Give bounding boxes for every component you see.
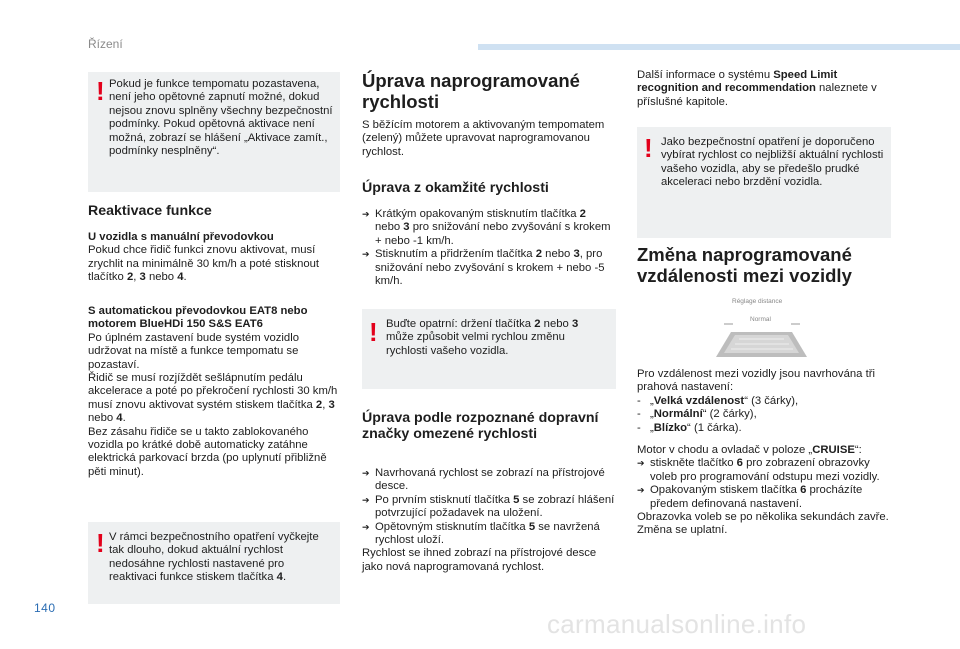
adjust-speed-intro: S běžícím motorem a aktivovaným tempomatem (zelený) můžete upravovat naprogramovanou rychlost. bbox=[362, 119, 605, 158]
manual-heading: U vozidla s manuální převodovkou bbox=[88, 231, 274, 243]
arrow-bullet-icon: ➔ bbox=[362, 249, 370, 260]
automatic-gearbox-section bbox=[88, 305, 340, 479]
warning-text: Buďte opatrní: držení tlačítka 2 nebo 3 může způsobit velmi rychlou změnu rychlosti vašeho vozidla. bbox=[386, 318, 579, 357]
warning-box-suspended bbox=[88, 72, 340, 192]
exclamation-mark-icon: ! bbox=[369, 317, 378, 347]
cruise-instructions bbox=[637, 444, 893, 538]
change-applied-note: Změna se uplatní. bbox=[637, 524, 728, 537]
auto-text-stop: Po úplném zastavení bude systém vozidlo udržovat na místě a funkce tempomatu se pozastaví. bbox=[88, 331, 299, 371]
arrow-bullet-icon: ➔ bbox=[362, 521, 370, 532]
list-item: ➔ Opětovným stisknutím tlačítka 5 se navržená rychlost uloží. bbox=[362, 520, 600, 547]
list-item: - „Velká vzdálenost“ (3 čárky), bbox=[637, 394, 799, 407]
traffic-sign-list bbox=[362, 467, 616, 574]
warning-box-reactivation bbox=[88, 522, 340, 604]
adjust-speed-title: Úprava naprogramované rychlosti bbox=[362, 70, 580, 112]
list-item: ➔ Po prvním stisknutí tlačítka 5 se zobrazí hlášení potvrzující požadavek na uložení. bbox=[362, 493, 615, 520]
instant-speed-list bbox=[362, 208, 612, 288]
screen-close-note: Obrazovka voleb se po několika sekundách zavře. bbox=[637, 511, 889, 524]
arrow-bullet-icon: ➔ bbox=[362, 468, 370, 478]
page-number: 140 bbox=[34, 601, 56, 615]
traffic-sign-end: Rychlost se ihned zobrazí na přístrojové desce jako nová naprogramovaná rychlost. bbox=[362, 547, 597, 573]
motor-condition: Motor v chodu a ovladač v poloze „CRUISE“: bbox=[637, 444, 862, 456]
section-title: Řízení bbox=[88, 37, 123, 51]
list-item: - „Normální“ (2 čárky), bbox=[637, 408, 757, 421]
display-label-setting: Réglage distance bbox=[732, 298, 783, 305]
list-item: - „Blízko“ (1 čárka). bbox=[637, 421, 742, 434]
list-item: ➔ Stisknutím a přidržením tlačítka 2 nebo 3, pro snižování nebo zvyšování s krokem + nebo -5 km/h. bbox=[362, 248, 605, 288]
distance-options bbox=[637, 368, 893, 435]
auto-heading: S automatickou převodovkou EAT8 nebo motorem BlueHDi 150 S&S EAT6 bbox=[88, 305, 308, 331]
exclamation-mark-icon: ! bbox=[96, 528, 105, 558]
auto-text-parking-brake: Bez zásahu řidiče se u takto zablokovaného vozidla po krátké době automaticky zatáhne elektrická parkovací brzda (po uplynutí přibližně pěti minut). bbox=[88, 425, 327, 478]
auto-text-restart: Řidič se musí rozjíždět sešlápnutím pedálu akcelerace a poté po překročení rychlosti 30 km/h musí znovu aktivovat systém stiskem tlačítka 2, 3 nebo 4. bbox=[88, 372, 338, 425]
arrow-bullet-icon: ➔ bbox=[637, 458, 645, 469]
watermark: carmanualsonline.info bbox=[547, 609, 807, 639]
arrow-bullet-icon: ➔ bbox=[637, 485, 645, 496]
distance-intro: Pro vzdálenost mezi vozidly jsou navrhována tři prahová nastavení: bbox=[637, 368, 875, 394]
traffic-sign-heading: Úprava podle rozpoznané dopravní značky omezené rychlosti bbox=[362, 410, 599, 442]
list-item: ➔ Navrhovaná rychlost se zobrazí na přístrojové desce. bbox=[362, 467, 605, 493]
cruise-list bbox=[637, 457, 893, 511]
manual-text: Pokud chce řidič funkci znovu aktivovat, musí zrychlit na minimálně 30 km/h a poté stisknout tlačítko 2, 3 nebo 4. bbox=[88, 244, 320, 284]
distance-display-icon bbox=[709, 295, 814, 363]
distance-list bbox=[637, 395, 893, 435]
arrow-bullet-icon: ➔ bbox=[362, 209, 370, 219]
adjust-distance-title: Změna naprogramované vzdálenosti mezi vozidly bbox=[637, 244, 852, 286]
list-item: ➔ Krátkým opakovaným stisknutím tlačítka 2 nebo 3 pro snižování nebo zvyšování s krokem + nebo -1 km/h. bbox=[362, 208, 611, 247]
list-item: ➔ stiskněte tlačítko 6 pro zobrazení obrazovky voleb pro programování odstupu mezi vozidly. bbox=[637, 457, 880, 483]
reactivation-heading: Reaktivace funkce bbox=[88, 203, 212, 219]
warning-box-safety bbox=[637, 127, 891, 238]
instant-speed-heading: Úprava z okamžité rychlosti bbox=[362, 180, 549, 196]
warning-text: Jako bezpečnostní opatření je doporučeno vybírat rychlost co nejbližší aktuální rychlosti vašeho vozidla, aby se předešlo prudké akceleraci nebo brzdění vozidla. bbox=[661, 136, 884, 189]
header-bar bbox=[478, 44, 960, 50]
list-item: ➔ Opakovaným stiskem tlačítka 6 procházíte předem definovaná nastavení. bbox=[637, 484, 863, 510]
warning-box-hold-button bbox=[362, 309, 616, 389]
warning-text: V rámci bezpečnostního opatření vyčkejte tak dlouho, dokud aktuální rychlost nedosáhne rychlosti nastavené pro reaktivaci funkce stiskem tlačítka 4. bbox=[109, 531, 319, 584]
manual-gearbox-section bbox=[88, 231, 340, 285]
exclamation-mark-icon: ! bbox=[644, 133, 653, 163]
arrow-bullet-icon: ➔ bbox=[362, 494, 370, 505]
exclamation-mark-icon: ! bbox=[96, 76, 105, 106]
speed-limit-info: Další informace o systému Speed Limit recognition and recommendation naleznete v příslušné kapitole. bbox=[637, 69, 877, 108]
warning-text: Pokud je funkce tempomatu pozastavena, není jeho opětovné zapnutí možné, dokud nejsou znovu splněny všechny bezpečnostní podmínky. Pokud opětovná aktivace není možná, zobrazí se hlášení „Aktivace zamít., podmínky nesplněny“. bbox=[109, 78, 333, 158]
display-label-mode: Normal bbox=[750, 316, 771, 323]
